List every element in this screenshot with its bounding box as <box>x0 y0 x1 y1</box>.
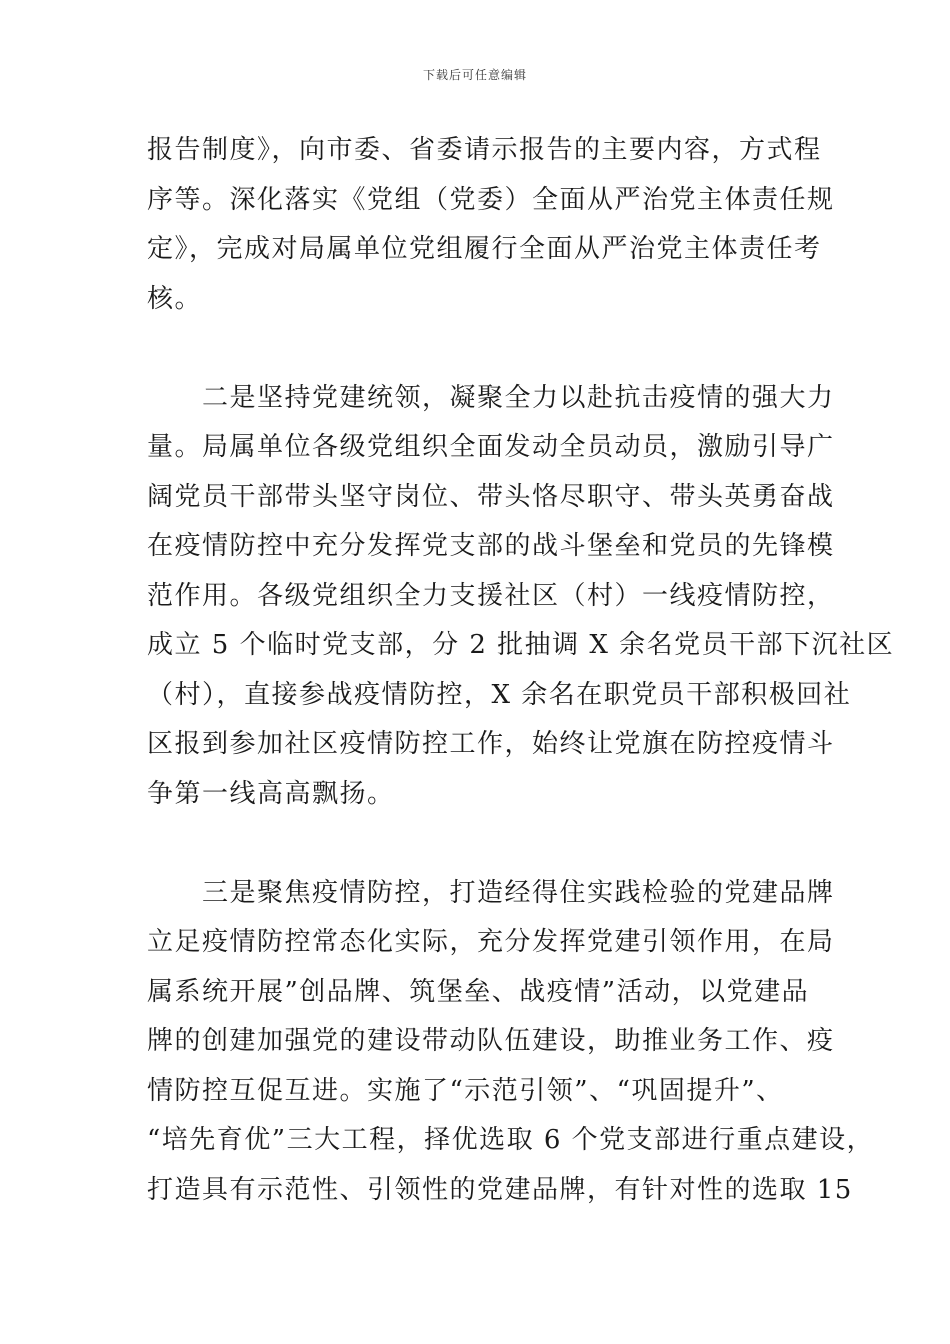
paragraph-1 <box>147 126 835 324</box>
paragraph-gap <box>147 819 827 869</box>
text-line: 立足疫情防控常态化实际，充分发挥党建引领作用，在局 <box>147 927 835 957</box>
text-line: 量。局属单位各级党组织全面发动全员动员，激励引导广 <box>147 432 835 462</box>
page-header: 下载后可任意编辑 <box>422 68 527 82</box>
text-line: 争第一线高高飘扬。 <box>147 778 395 809</box>
text-line: “培先育优”三大工程，择优选取 6 个党支部进行重点建设， <box>147 1125 875 1155</box>
text-line: 成立 5 个临时党支部，分 2 批抽调 X 余名党员干部下沉社区 <box>147 630 895 660</box>
text-line: 在疫情防控中充分发挥党支部的战斗堡垒和党员的先锋模 <box>147 531 835 561</box>
text-line: 牌的创建加强党的建设带动队伍建设，助推业务工作、疫 <box>147 1026 835 1056</box>
text-line: 定》，完成对局属单位党组履行全面从严治党主体责任考 <box>147 234 822 264</box>
text-line: 区报到参加社区疫情防控工作，始终让党旗在防控疫情斗 <box>147 729 835 759</box>
text-line: 核。 <box>147 283 203 314</box>
text-line: （村），直接参战疫情防控，X 余名在职党员干部积极回社 <box>147 679 852 710</box>
text-line: 三是聚焦疫情防控，打造经得住实践检验的党建品牌 <box>147 877 835 908</box>
text-line: 二是坚持党建统领，凝聚全力以赴抗击疫情的强大力 <box>147 382 835 413</box>
text-line: 报告制度》，向市委、省委请示报告的主要内容，方式程 <box>147 135 822 165</box>
text-line: 序等。深化落实《党组（党委）全面从严治党主体责任规 <box>147 184 835 215</box>
text-line: 范作用。各级党组织全力支援社区（村）一线疫情防控， <box>147 580 835 611</box>
paragraph-gap <box>147 324 827 374</box>
text-line: 属系统开展”创品牌、筑堡垒、战疫情”活动，以党建品 <box>147 976 810 1007</box>
paragraph-2 <box>147 374 895 820</box>
paragraph-3 <box>147 869 875 1216</box>
text-line: 阔党员干部带头坚守岗位、带头恪尽职守、带头英勇奋战 <box>147 481 835 512</box>
text-line: 情防控互促互进。实施了“示范引领”、“巩固提升”、 <box>147 1075 784 1106</box>
text-line: 打造具有示范性、引领性的党建品牌，有针对性的选取 15 <box>147 1174 853 1205</box>
document-body <box>147 126 895 1215</box>
